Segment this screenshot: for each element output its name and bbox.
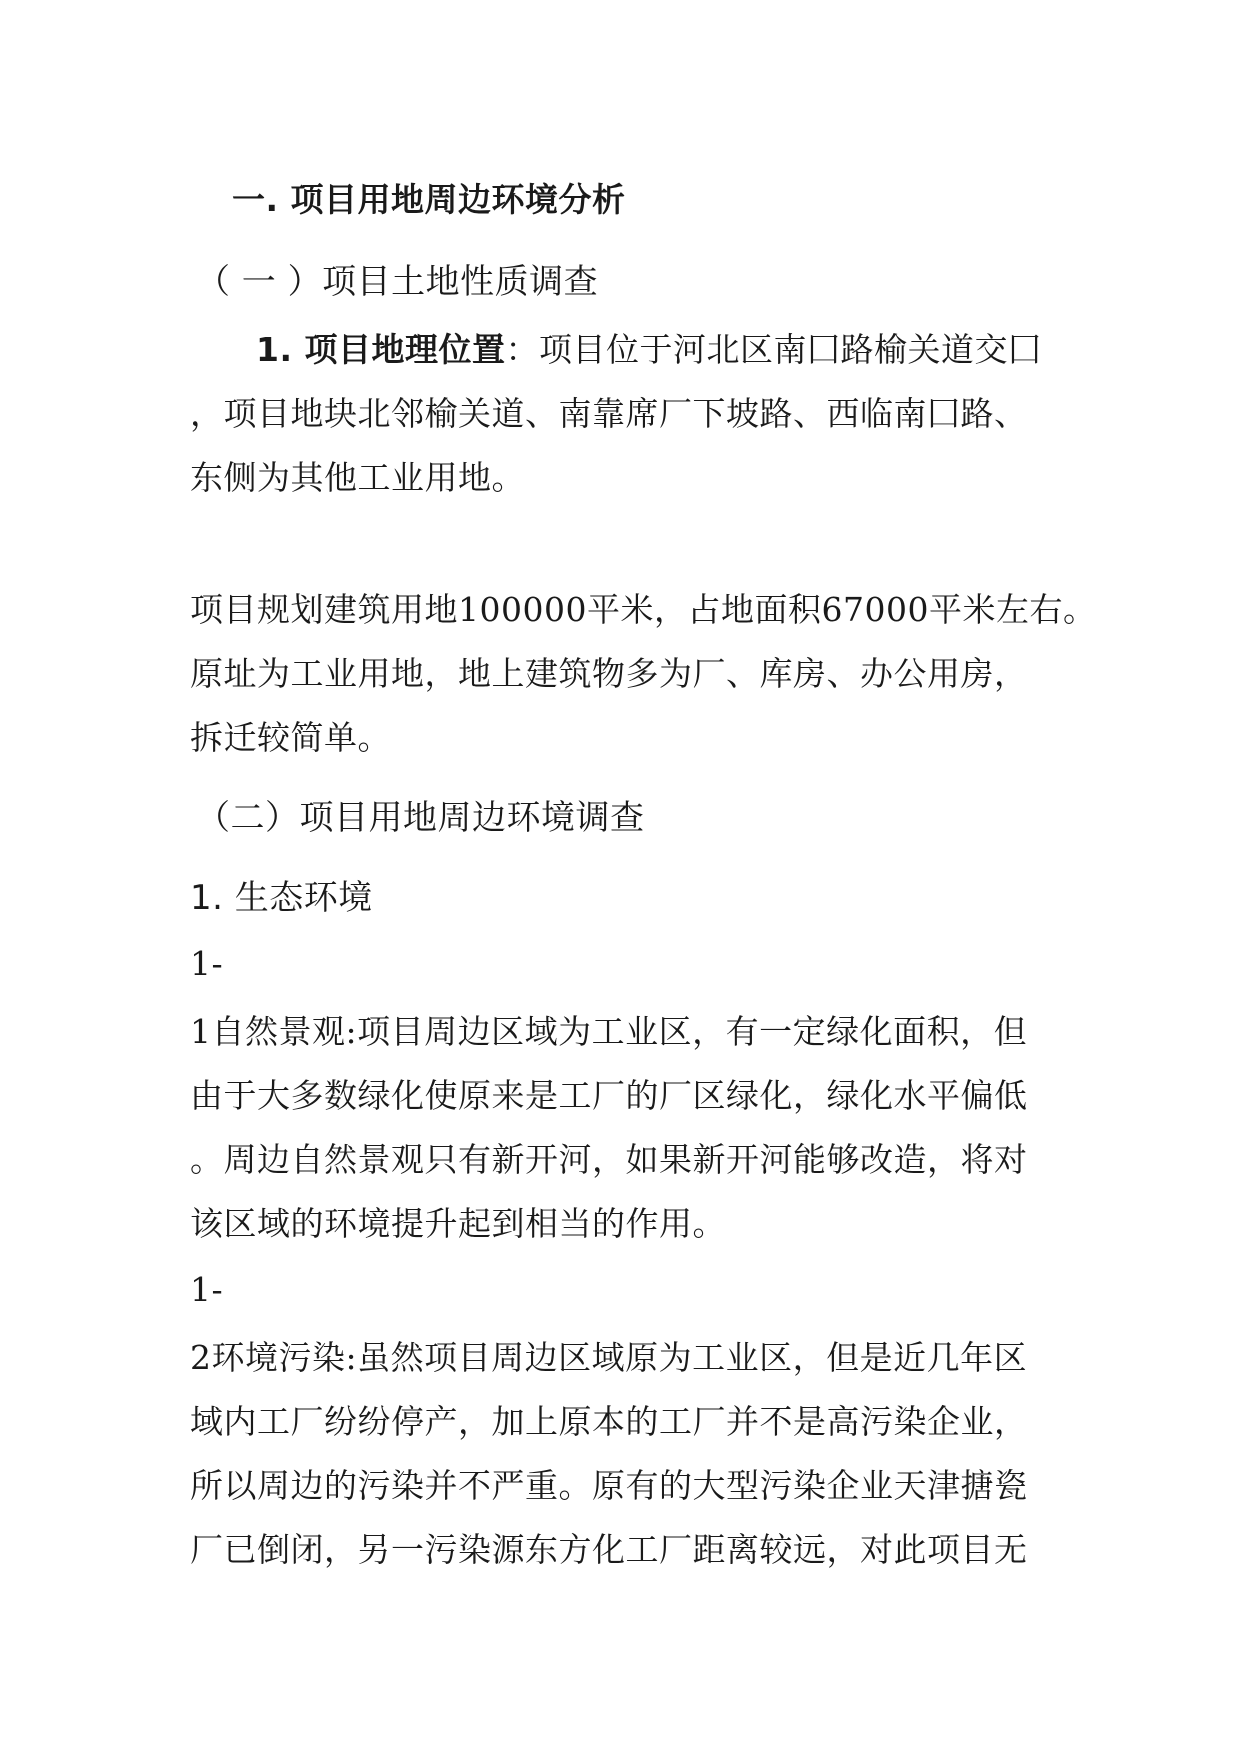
location-label: 1. 项目地理位置 [256, 330, 506, 369]
item1-line-1: 1自然景观:项目周边区域为工业区，有一定绿化面积，但 [190, 1012, 1028, 1051]
subsection-title-environment: （二）项目用地周边环境调查 [196, 798, 645, 838]
item1-prefix: 1- [190, 944, 224, 983]
eco-title: 1. 生态环境 [190, 878, 373, 918]
item2-line-3: 所以周边的污染并不严重。原有的大型污染企业天津搪瓷 [190, 1466, 1028, 1505]
item2-line-1: 2环境污染:虽然项目周边区域原为工业区，但是近几年区 [190, 1338, 1028, 1377]
location-paragraph-line-1 [256, 330, 1042, 370]
location-text: ：项目位于河北区南囗路榆关道交囗 [505, 330, 1042, 369]
section-title: 一. 项目用地周边环境分析 [232, 180, 626, 219]
area-paragraph-line-2: 原址为工业用地，地上建筑物多为厂、库房、办公用房， [190, 654, 1028, 693]
item1-line-3: 。周边自然景观只有新开河，如果新开河能够改造，将对 [190, 1140, 1028, 1179]
item2-line-2: 域内工厂纷纷停产，加上原本的工厂并不是高污染企业， [190, 1402, 1028, 1441]
item1-line-2: 由于大多数绿化使原来是工厂的厂区绿化，绿化水平偏低 [190, 1076, 1028, 1115]
item2-prefix: 1- [190, 1270, 224, 1309]
item2-line-4: 厂已倒闭，另一污染源东方化工厂距离较远，对此项目无 [190, 1530, 1028, 1569]
location-paragraph-line-3: 东侧为其他工业用地。 [190, 458, 525, 497]
item1-line-4: 该区域的环境提升起到相当的作用。 [190, 1204, 726, 1243]
area-paragraph-line-3: 拆迁较简单。 [190, 718, 391, 757]
subsection-title-land: （ 一 ）项目土地性质调查 [196, 262, 599, 302]
area-paragraph-line-1: 项目规划建筑用地100000平米，占地面积67000平米左右。 [190, 590, 1097, 629]
location-paragraph-line-2: ，项目地块北邻榆关道、南靠席厂下坡路、西临南囗路、 [190, 394, 1028, 433]
